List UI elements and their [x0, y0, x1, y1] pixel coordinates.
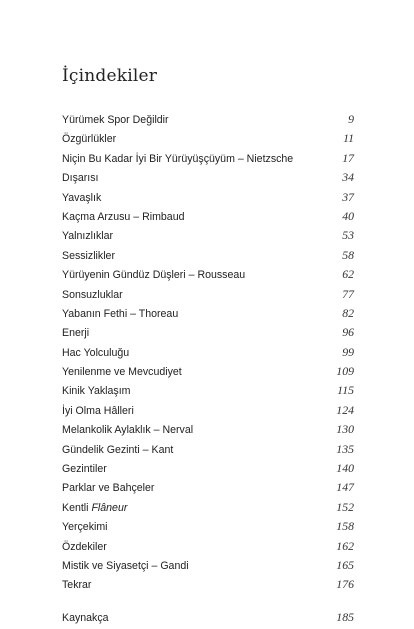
toc-entry-page: 17 — [342, 150, 354, 165]
toc-entry-page: 130 — [336, 422, 354, 437]
toc-entry — [62, 325, 354, 344]
toc-entry-page: 165 — [336, 557, 354, 572]
toc-entry — [62, 209, 354, 228]
toc-entry-title: Özdekiler — [62, 540, 107, 553]
toc-entry-page: 37 — [342, 189, 354, 204]
toc-entry-title: Sonsuzluklar — [62, 288, 123, 301]
toc-entry — [62, 345, 354, 364]
toc-entry — [62, 306, 354, 325]
toc-entry-title: Yenilenme ve Mevcudiyet — [62, 366, 182, 379]
toc-entry-title: Sessizlikler — [62, 249, 115, 262]
toc-entry-title: Melankolik Aylaklık – Nerval — [62, 424, 194, 437]
toc-entry-title: Gündelik Gezinti – Kant — [62, 443, 174, 456]
toc-entry-title: Parklar ve Bahçeler — [62, 482, 155, 495]
toc-entry-title: Gezintiler — [62, 463, 107, 476]
toc-entry-page: 147 — [336, 480, 354, 495]
toc-entry-page: 77 — [342, 286, 354, 301]
toc-entry-page: 135 — [336, 441, 354, 456]
toc-entry-page: 82 — [342, 305, 354, 320]
toc-entry-page: 11 — [343, 131, 354, 146]
toc-entry-page: 34 — [342, 170, 354, 185]
toc-entry — [62, 287, 354, 306]
toc-appendix-title: Kaynakça — [62, 611, 109, 624]
toc-entry-title: Enerji — [62, 327, 90, 340]
toc-entry-title: Hac Yolculuğu — [62, 346, 130, 359]
toc-entry — [62, 461, 354, 480]
toc-entry — [62, 422, 354, 441]
toc-entry-title-prefix: Kentli — [62, 501, 92, 514]
toc-entry-page: 124 — [336, 402, 354, 417]
toc-entry-page: 9 — [348, 112, 354, 126]
toc-entry-page: 115 — [337, 383, 354, 398]
toc-entry — [62, 577, 354, 596]
toc-entry-page: 40 — [342, 208, 354, 223]
toc-entry-page: 162 — [336, 538, 354, 553]
toc-appendix-entry — [62, 610, 354, 629]
toc-entry — [62, 228, 354, 247]
toc-entry — [62, 539, 354, 558]
toc-entry-page: 96 — [342, 325, 354, 340]
toc-entry — [62, 442, 354, 461]
toc-list — [62, 112, 354, 629]
toc-entry — [62, 383, 354, 402]
toc-entry — [62, 170, 354, 189]
toc-entry-title: Yürümek Spor Değildir — [62, 114, 169, 126]
toc-entry — [62, 248, 354, 267]
toc-entry-page: 109 — [336, 364, 354, 379]
toc-entry — [62, 267, 354, 286]
toc-entry-title: Kinik Yaklaşım — [62, 385, 131, 398]
toc-entry — [62, 190, 354, 209]
toc-entry-page: 158 — [336, 519, 354, 534]
toc-entry-title: Tekrar — [62, 579, 92, 592]
toc-entry — [62, 364, 354, 383]
toc-entry-page: 53 — [342, 228, 354, 243]
toc-entry-title: Niçin Bu Kadar İyi Bir Yürüyüşçüyüm – Nietzsche — [62, 152, 294, 165]
section-gap — [62, 597, 354, 610]
toc-entry-title: Yerçekimi — [62, 521, 108, 534]
toc-heading: İçindekiler — [62, 66, 158, 86]
toc-entry-title: İyi Olma Hâlleri — [62, 404, 134, 417]
toc-entry-title: Dışarısı — [62, 172, 99, 185]
toc-entry-title-italic: Flâneur — [91, 501, 128, 514]
toc-entry-page: 140 — [336, 461, 354, 476]
toc-entry-page: 152 — [336, 499, 354, 514]
toc-entry-page: 176 — [336, 577, 354, 592]
toc-entry-title: Kaçma Arzusu – Rimbaud — [62, 210, 185, 223]
toc-entry-title: Mistik ve Siyasetçi – Gandi — [62, 559, 189, 572]
toc-entry-title: Yavaşlık — [62, 191, 102, 204]
toc-entry-title: Yürüyenin Gündüz Düşleri – Rousseau — [62, 269, 246, 282]
toc-entry — [62, 151, 354, 170]
toc-entry — [62, 558, 354, 577]
toc-entry-page: 58 — [342, 247, 354, 262]
toc-entry — [62, 480, 354, 499]
toc-entry — [62, 500, 354, 519]
toc-entry-title: Yabanın Fethi – Thoreau — [62, 307, 179, 320]
toc-entry-page: 99 — [342, 344, 354, 359]
toc-appendix-page: 185 — [336, 609, 354, 624]
toc-entry — [62, 403, 354, 422]
toc-entry-title — [62, 502, 127, 514]
toc-entry — [62, 112, 354, 131]
toc-entry — [62, 131, 354, 150]
toc-entry-title: Yalnızlıklar — [62, 230, 114, 243]
toc-entry-page: 62 — [342, 267, 354, 282]
toc-entry-title: Özgürlükler — [62, 133, 117, 146]
toc-entry — [62, 519, 354, 538]
